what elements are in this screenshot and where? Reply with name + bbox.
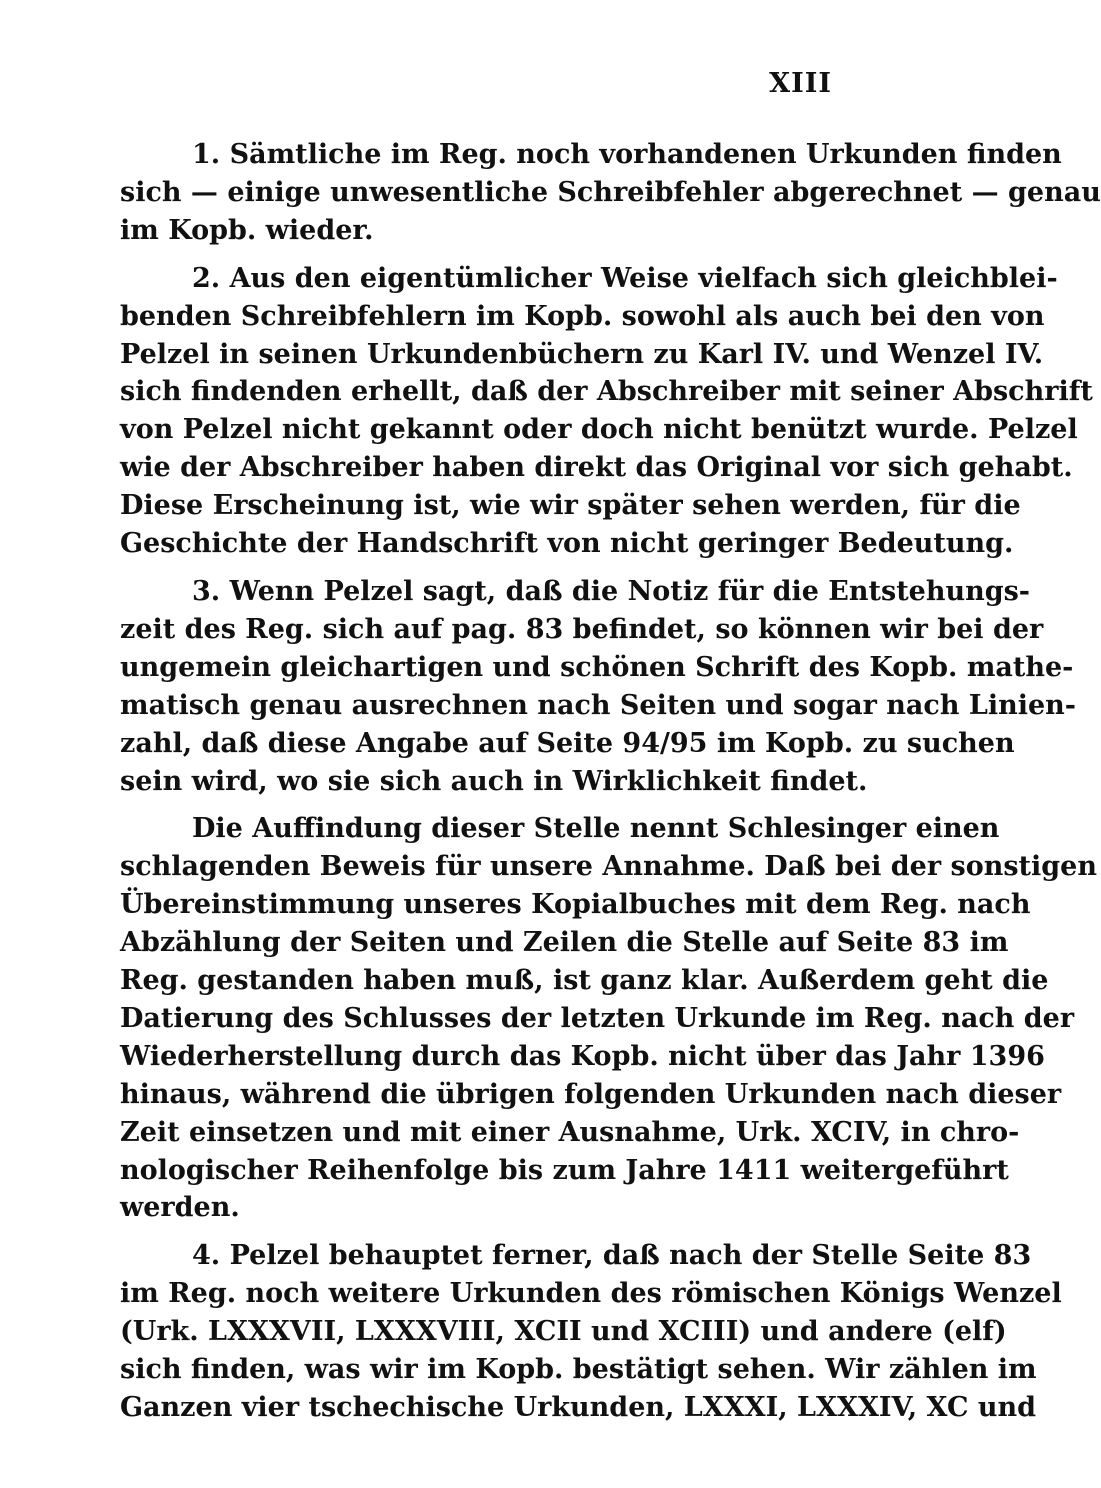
text-line: wie der Abschreiber haben direkt das Original vor sich gehabt. bbox=[120, 452, 1073, 484]
text-line: im Reg. noch weitere Urkunden des römischen Königs Wenzel bbox=[120, 1278, 1062, 1310]
text-line: (Urk. LXXXVII, LXXXVIII, XCII und XCIII) und andere (elf) bbox=[120, 1316, 1007, 1348]
text-line: zeit des Reg. sich auf pag. 83 befindet, so können wir bei der bbox=[120, 613, 1044, 645]
text-line: Die Auffindung dieser Stelle nennt Schlesinger einen bbox=[192, 813, 1000, 845]
text-line: Datierung des Schlusses der letzten Urkunde im Reg. nach der bbox=[120, 1002, 1075, 1034]
paragraph bbox=[120, 1237, 1062, 1427]
text-line: sich findenden erhellt, daß der Abschreiber mit seiner Abschrift bbox=[120, 376, 1093, 408]
text-line: im Kopb. wieder. bbox=[120, 214, 374, 246]
text-line: matisch genau ausrechnen nach Seiten und sogar nach Linien- bbox=[120, 689, 1077, 721]
paragraph bbox=[120, 810, 1097, 1227]
text-line: Reg. gestanden haben muß, ist ganz klar. Außerdem geht die bbox=[120, 965, 1049, 997]
text-line: von Pelzel nicht gekannt oder doch nicht benützt wurde. Pelzel bbox=[120, 414, 1078, 446]
text-line: Abzählung der Seiten und Zeilen die Stelle auf Seite 83 im bbox=[120, 927, 1009, 959]
text-line: Wiederherstellung durch das Kopb. nicht über das Jahr 1396 bbox=[120, 1040, 1045, 1072]
text-line: sich finden, was wir im Kopb. bestätigt sehen. Wir zählen im bbox=[120, 1354, 1037, 1386]
paragraph bbox=[120, 260, 1093, 563]
text-line: 2. Aus den eigentümlicher Weise vielfach sich gleichblei- bbox=[192, 262, 1058, 294]
text-line: Zeit einsetzen und mit einer Ausnahme, Urk. XCIV, in chro- bbox=[120, 1116, 1020, 1148]
text-line: schlagenden Beweis für unsere Annahme. Daß bei der sonstigen bbox=[120, 851, 1097, 883]
page-number: XIII bbox=[769, 68, 832, 99]
body-text bbox=[120, 136, 1101, 1427]
text-line: benden Schreibfehlern im Kopb. sowohl als auch bei den von bbox=[120, 300, 1045, 332]
text-line: Übereinstimmung unseres Kopialbuches mit dem Reg. nach bbox=[120, 889, 1031, 921]
paragraph bbox=[120, 573, 1077, 800]
text-line: sich — einige unwesentliche Schreibfehler abgerechnet — genau bbox=[120, 176, 1101, 208]
text-line: Diese Erscheinung ist, wie wir später sehen werden, für die bbox=[120, 490, 1021, 522]
text-line: 3. Wenn Pelzel sagt, daß die Notiz für die Entstehungs- bbox=[192, 575, 1031, 607]
text-line: Geschichte der Handschrift von nicht geringer Bedeutung. bbox=[120, 528, 1014, 560]
text-line: Ganzen vier tschechische Urkunden, LXXXI, LXXXIV, XC und bbox=[120, 1392, 1037, 1423]
text-line: hinaus, während die übrigen folgenden Urkunden nach dieser bbox=[120, 1078, 1062, 1110]
paragraph bbox=[120, 136, 1101, 250]
text-line: sein wird, wo sie sich auch in Wirklichkeit findet. bbox=[120, 765, 868, 797]
text-line: Pelzel in seinen Urkundenbüchern zu Karl IV. und Wenzel IV. bbox=[120, 338, 1044, 370]
text-line: ungemein gleichartigen und schönen Schrift des Kopb. mathe- bbox=[120, 651, 1074, 683]
text-line: werden. bbox=[120, 1192, 240, 1224]
text-line: nologischer Reihenfolge bis zum Jahre 1411 weitergeführt bbox=[120, 1154, 1009, 1186]
text-line: zahl, daß diese Angabe auf Seite 94/95 im Kopb. zu suchen bbox=[120, 727, 1015, 759]
text-line: 1. Sämtliche im Reg. noch vorhandenen Urkunden finden bbox=[192, 139, 1062, 170]
text-line: 4. Pelzel behauptet ferner, daß nach der Stelle Seite 83 bbox=[192, 1240, 1032, 1272]
